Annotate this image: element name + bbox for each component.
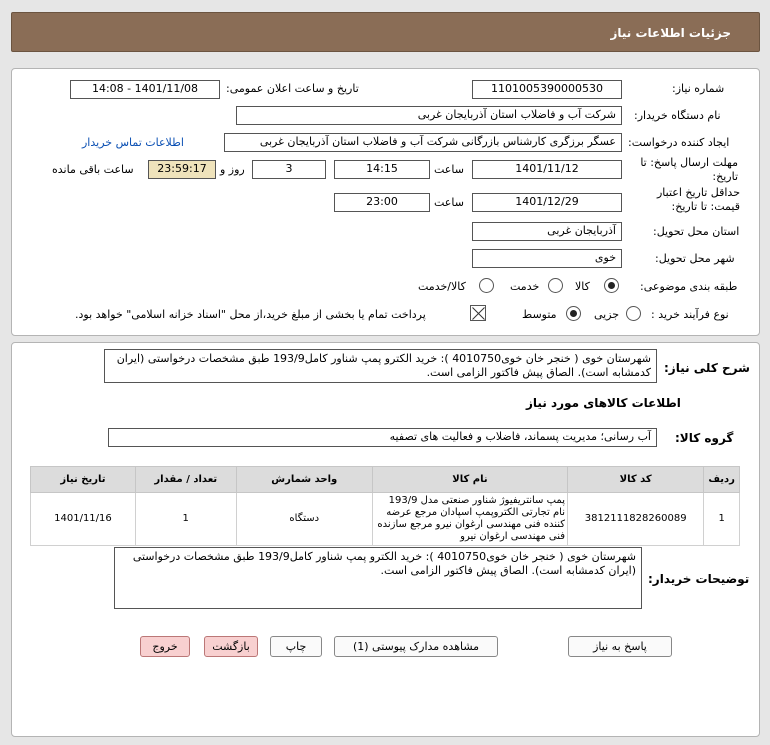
process-radio-minor[interactable] [626, 306, 641, 321]
process-option-minor: جزیی [594, 308, 620, 321]
category-option-service: خدمت [510, 280, 540, 293]
goods-group-field: آب رسانی؛ مدیریت پسماند، فاضلاب و فعالیت های تصفیه [108, 428, 657, 447]
buyer-notes-text: شهرستان خوی ( خنجر خان خوی4010750 ): خرید الکترو پمپ شناور کامل193/9 طبق مشخصات درخواستی (ایران کدمشابه است). الصاق پیش فاکتور الزامی است. [114, 547, 642, 609]
delivery-city-field: خوی [472, 249, 622, 268]
reply-time-field: 14:15 [334, 160, 430, 179]
process-radio-medium[interactable] [566, 306, 581, 321]
treasury-payment-checkbox[interactable] [470, 305, 486, 321]
page-header [11, 12, 760, 52]
col-qty: تعداد / مقدار [135, 467, 236, 493]
days-label: روز و [220, 163, 245, 176]
category-option-goods-service: کالا/خدمت [418, 280, 466, 293]
need-number-field: 1101005390000530 [472, 80, 622, 99]
need-summary-label: شرح کلی نیاز: [664, 361, 750, 375]
remaining-time-label: ساعت باقی مانده [52, 163, 134, 176]
need-summary-text: شهرستان خوی ( خنجر خان خوی4010750 ): خرید الکترو پمپ شناور کامل193/9 طبق مشخصات درخواستی (ایران کدمشابه است). الصاق پیش فاکتور الزامی است. [104, 349, 657, 383]
table-row [31, 493, 740, 546]
buyer-org-label: نام دستگاه خریدار: [634, 109, 721, 122]
request-creator-label: ایجاد کننده درخواست: [628, 136, 730, 149]
reply-button[interactable]: پاسخ به نیاز [568, 636, 672, 657]
announce-datetime-label: تاریخ و ساعت اعلان عمومی: [226, 82, 359, 95]
reply-time-label: ساعت [434, 163, 464, 176]
back-button[interactable]: بازگشت [204, 636, 258, 657]
delivery-province-label: استان محل تحویل: [653, 225, 740, 238]
exit-button[interactable]: خروج [140, 636, 190, 657]
validity-date-field: 1401/12/29 [472, 193, 622, 212]
buyer-org-field: شرکت آب و فاضلاب استان آذربایجان غربی [236, 106, 622, 125]
row-qty: 1 [135, 493, 236, 546]
goods-table [30, 466, 740, 546]
days-remaining-field: 3 [252, 160, 326, 179]
page-title: جزئیات اطلاعات نیاز [610, 26, 731, 40]
price-validity-label: حداقل تاریخ اعتبار قیمت: تا تاریخ: [656, 186, 740, 213]
col-code: کد کالا [568, 467, 704, 493]
category-option-goods: کالا [575, 280, 590, 293]
treasury-payment-note: پرداخت تمام یا بخشی از مبلغ خرید،از محل "اسناد خزانه اسلامی" خواهد بود. [75, 308, 426, 321]
request-creator-field: عسگر برزگری کارشناس بازرگانی شرکت آب و فاضلاب استان آذربایجان غربی [224, 133, 622, 152]
goods-group-label: گروه کالا: [675, 431, 734, 445]
row-code: 3812111828260089 [568, 493, 704, 546]
need-number-label: شماره نیاز: [672, 82, 725, 95]
row-unit: دستگاه [236, 493, 372, 546]
category-radio-goods[interactable] [604, 278, 619, 293]
goods-section-title: اطلاعات کالاهای مورد نیاز [526, 396, 681, 410]
goods-table-wrap [30, 466, 740, 546]
category-radio-service[interactable] [548, 278, 563, 293]
category-radio-goods-service[interactable] [479, 278, 494, 293]
subject-category-label: طبقه بندی موضوعی: [640, 280, 738, 293]
view-attachments-button[interactable]: مشاهده مدارک پیوستی (1) [334, 636, 498, 657]
validity-time-field: 23:00 [334, 193, 430, 212]
row-index: 1 [704, 493, 740, 546]
delivery-province-field: آذربایجان غربی [472, 222, 622, 241]
col-index: ردیف [704, 467, 740, 493]
announce-datetime-field: 1401/11/08 - 14:08 [70, 80, 220, 99]
delivery-city-label: شهر محل تحویل: [655, 252, 735, 265]
col-name: نام کالا [372, 467, 567, 493]
remaining-time-field: 23:59:17 [148, 160, 216, 179]
row-date: 1401/11/16 [31, 493, 136, 546]
buyer-notes-label: توضیحات خریدار: [648, 572, 750, 586]
reply-date-field: 1401/11/12 [472, 160, 622, 179]
col-unit: واحد شمارش [236, 467, 372, 493]
validity-time-label: ساعت [434, 196, 464, 209]
row-name: پمپ سانتریفیوژ شناور صنعتی مدل 193/9 نام تجارتی الکتروپمپ اسپادان مرجع عرضه کننده فنی مهندسی ارغوان نیرو مرجع سازنده فنی مهندسی ارغوان نیرو [372, 493, 567, 546]
reply-deadline-label: مهلت ارسال پاسخ: تا تاریخ: [640, 156, 738, 183]
buyer-contact-link[interactable]: اطلاعات تماس خریدار [82, 136, 184, 149]
process-option-medium: متوسط [522, 308, 557, 321]
col-date: تاریخ نیاز [31, 467, 136, 493]
purchase-process-label: نوع فرآیند خرید : [651, 308, 729, 321]
print-button[interactable]: چاپ [270, 636, 322, 657]
